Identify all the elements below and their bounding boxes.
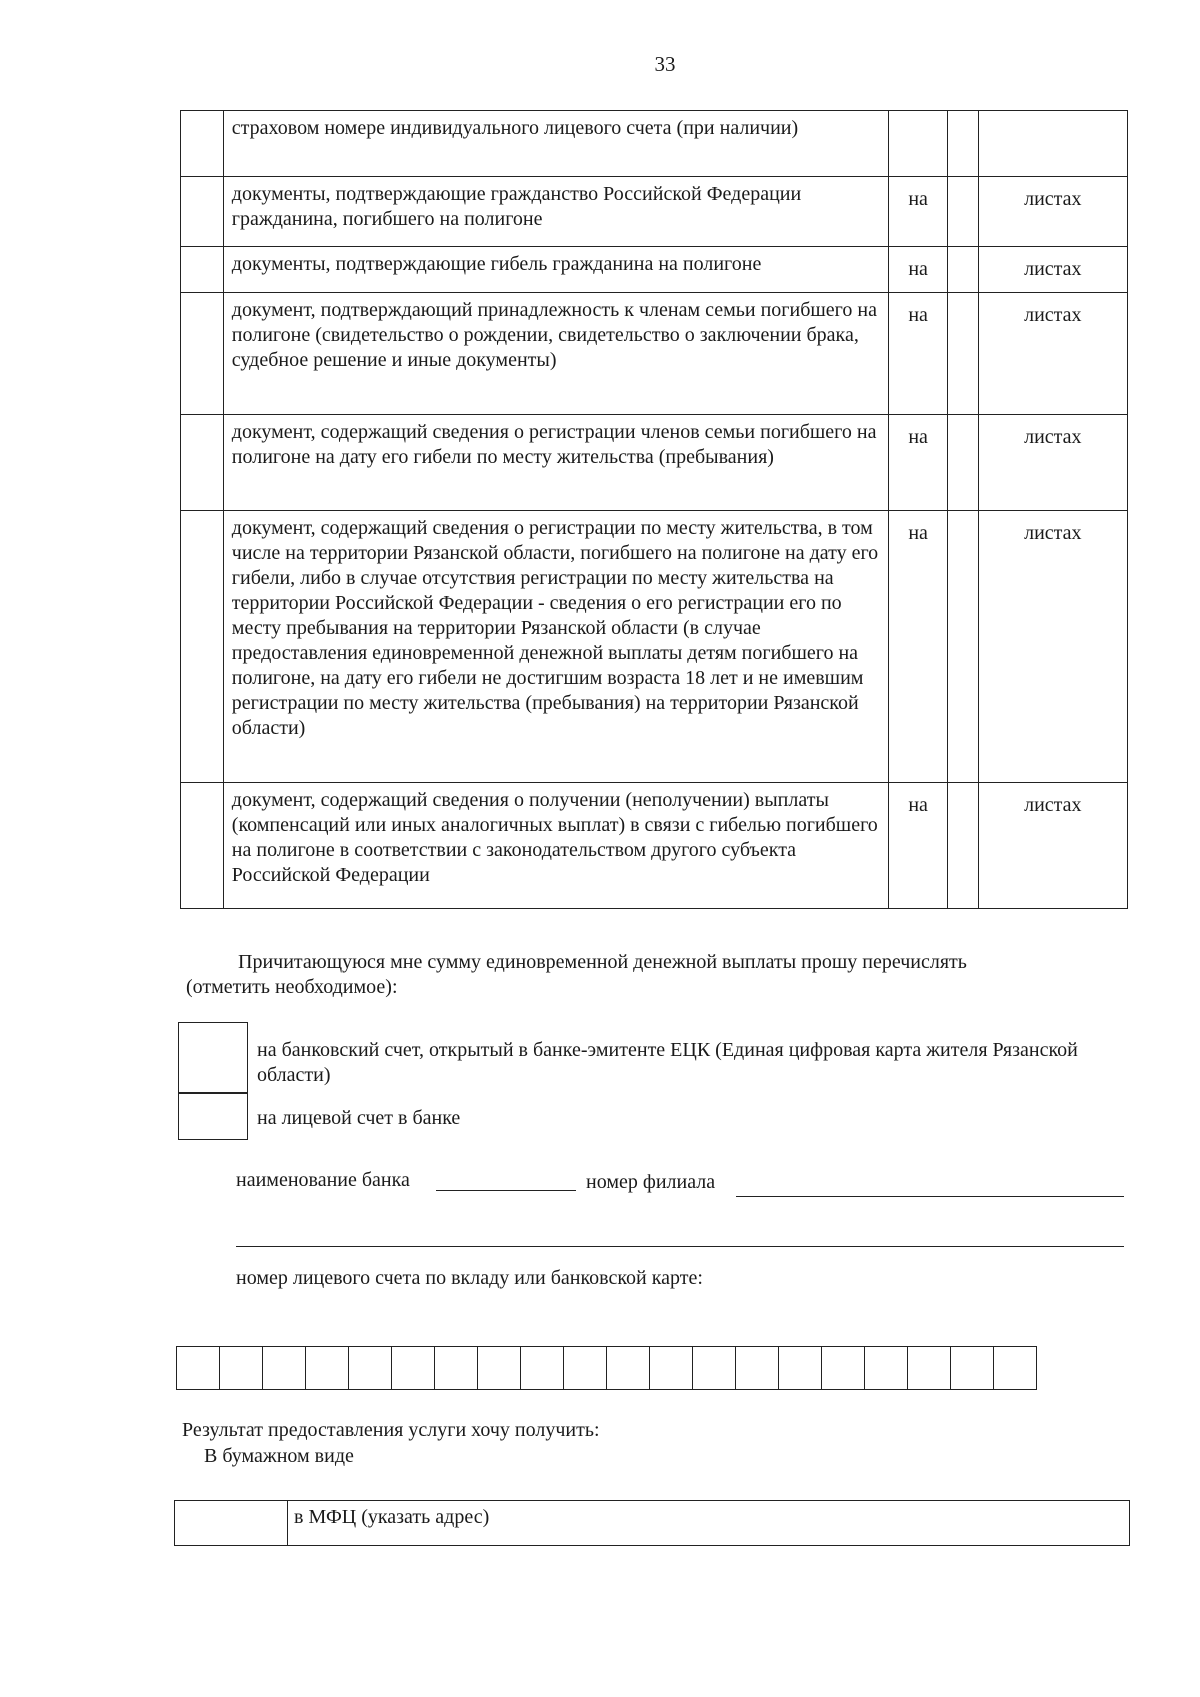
table-row	[181, 293, 1128, 415]
personal-account-checkbox[interactable]	[178, 1092, 248, 1140]
sheet-count-field[interactable]	[948, 511, 978, 783]
account-digit-box[interactable]	[435, 1347, 478, 1390]
document-checkbox[interactable]	[181, 511, 224, 783]
account-digit-box[interactable]	[951, 1347, 994, 1390]
document-checkbox[interactable]	[181, 293, 224, 415]
account-digit-box[interactable]	[349, 1347, 392, 1390]
bank-name-label: наименование банка	[236, 1169, 410, 1191]
document-checkbox[interactable]	[181, 415, 224, 511]
bank-ecc-checkbox[interactable]	[178, 1022, 248, 1094]
result-section-title: Результат предоставления услуги хочу получить:	[182, 1419, 600, 1441]
document-description: документ, содержащий сведения о регистрации по месту жительства, в том числе на территории Рязанской области, погибшего на полигоне на дату его гибели, либо в случае отсутствия регистрации по месту жительства на территории Российской Федерации - сведения о его регистрации его по месту пребывания на территории Рязанской области (в случае предоставления единовременной денежной выплаты детям погибшего на полигоне, на дату его гибели не достигшим возраста 18 лет и не имевшим регистрации по месту жительства (пребывания) на территории Рязанской области)	[223, 511, 888, 783]
sheet-count-field[interactable]	[948, 111, 978, 177]
document-description: документы, подтверждающие гибель гражданина на полигоне	[223, 247, 888, 293]
table-row	[181, 247, 1128, 293]
table-row	[181, 415, 1128, 511]
document-description: документ, подтверждающий принадлежность к членам семьи погибшего на полигоне (свидетельство о рождении, свидетельство о заключении брака, судебное решение и иные документы)	[223, 293, 888, 415]
page-number: 33	[654, 52, 676, 76]
document-checkbox[interactable]	[181, 247, 224, 293]
table-row	[181, 111, 1128, 177]
on-label: на	[888, 783, 948, 909]
bank-details-field[interactable]	[236, 1246, 1124, 1247]
account-digit-box[interactable]	[177, 1347, 220, 1390]
mfc-checkbox[interactable]	[175, 1501, 288, 1546]
table-row	[181, 511, 1128, 783]
sheets-label: листах	[978, 293, 1127, 415]
sheet-count-field[interactable]	[948, 293, 978, 415]
on-label: на	[888, 511, 948, 783]
branch-label: номер филиала	[586, 1171, 716, 1193]
account-digit-box[interactable]	[908, 1347, 951, 1390]
payment-instruction-note: (отметить необходимое):	[186, 976, 398, 998]
sheets-label: листах	[978, 177, 1127, 247]
account-digit-box[interactable]	[865, 1347, 908, 1390]
account-digit-box[interactable]	[650, 1347, 693, 1390]
document-checkbox[interactable]	[181, 783, 224, 909]
account-digit-box[interactable]	[392, 1347, 435, 1390]
sheet-count-field[interactable]	[948, 247, 978, 293]
personal-account-label: на лицевой счет в банке	[257, 1107, 461, 1129]
document-checkbox[interactable]	[181, 111, 224, 177]
document-description: документы, подтверждающие гражданство Российской Федерации гражданина, погибшего на полигоне	[223, 177, 888, 247]
account-digit-box[interactable]	[736, 1347, 779, 1390]
sheets-label: листах	[978, 247, 1127, 293]
account-digit-box[interactable]	[263, 1347, 306, 1390]
on-label: на	[888, 415, 948, 511]
account-digit-box[interactable]	[779, 1347, 822, 1390]
bank-ecc-label: на банковский счет, открытый в банке-эмитенте ЕЦК (Единая цифровая карта жителя Рязанской области)	[257, 1039, 1078, 1086]
account-digit-box[interactable]	[478, 1347, 521, 1390]
documents-table	[180, 110, 1128, 909]
account-digit-box[interactable]	[822, 1347, 865, 1390]
account-digit-box[interactable]	[994, 1347, 1037, 1390]
payment-options	[178, 1022, 1098, 1142]
sheets-label: листах	[978, 415, 1127, 511]
sheets-label	[978, 111, 1127, 177]
document-checkbox[interactable]	[181, 177, 224, 247]
on-label: на	[888, 293, 948, 415]
on-label: на	[888, 247, 948, 293]
sheet-count-field[interactable]	[948, 177, 978, 247]
account-digit-box[interactable]	[220, 1347, 263, 1390]
mfc-table	[174, 1500, 1130, 1546]
sheets-label: листах	[978, 511, 1127, 783]
account-number-label: номер лицевого счета по вкладу или банковской карте:	[236, 1267, 703, 1289]
branch-field[interactable]	[736, 1196, 1124, 1197]
table-row	[175, 1501, 1130, 1546]
account-digit-box[interactable]	[564, 1347, 607, 1390]
payment-instruction	[186, 950, 1126, 1000]
on-label: на	[888, 177, 948, 247]
mfc-label: в МФЦ (указать адрес)	[294, 1506, 490, 1528]
sheets-label: листах	[978, 783, 1127, 909]
table-row	[181, 783, 1128, 909]
paper-form-label: В бумажном виде	[204, 1445, 354, 1467]
mfc-address-field[interactable]	[288, 1501, 1130, 1546]
account-digit-box[interactable]	[521, 1347, 564, 1390]
document-description: страховом номере индивидуального лицевого счета (при наличии)	[223, 111, 888, 177]
table-row	[181, 177, 1128, 247]
document-description: документ, содержащий сведения о получении (неполучении) выплаты (компенсаций или иных аналогичных выплат) в связи с гибелью погибшего на полигоне в соответствии с законодательством другого субъекта Российской Федерации	[223, 783, 888, 909]
account-digit-box[interactable]	[607, 1347, 650, 1390]
bank-name-field[interactable]	[436, 1190, 576, 1191]
sheet-count-field[interactable]	[948, 783, 978, 909]
document-description: документ, содержащий сведения о регистрации членов семьи погибшего на полигоне на дату его гибели по месту жительства (пребывания)	[223, 415, 888, 511]
account-digit-box[interactable]	[306, 1347, 349, 1390]
on-label	[888, 111, 948, 177]
account-digit-box[interactable]	[693, 1347, 736, 1390]
sheet-count-field[interactable]	[948, 415, 978, 511]
payment-instruction-line: Причитающуюся мне сумму единовременной денежной выплаты прошу перечислять	[238, 951, 967, 973]
account-number-boxes	[176, 1346, 1037, 1390]
